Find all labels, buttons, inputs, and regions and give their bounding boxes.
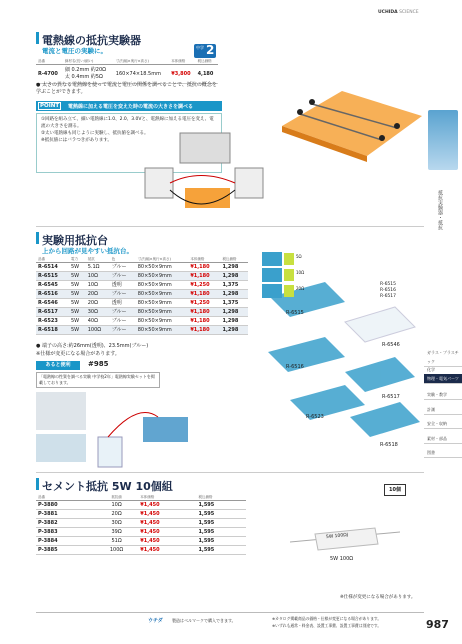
product-table-1: 品番 線材名(長い/細い) 寸法(幅×奥行×高さ) 本体価格 税込価格 R-4700 細 0.2mm 約20Ω 太 0.4mm 約5Ω 160×74×18.5mm ¥3,800 4,180 <box>36 58 218 84</box>
divider <box>36 226 424 227</box>
table-row: R-6514 5W 5.1Ω ブルー 80×50×9mm ¥1,180 1,298 <box>36 263 248 272</box>
side-tab-big <box>428 110 458 170</box>
divider <box>36 472 424 473</box>
section-bar <box>36 32 39 44</box>
brand: UCHIDA <box>378 10 398 15</box>
section-bar <box>36 478 39 490</box>
footer-note: ※いずれも通常・料金表、設置工事費、設置工事費は別途です。 <box>272 623 382 628</box>
photo-label: R-6518 <box>380 442 398 448</box>
side-nav-item[interactable]: 実験・教学 <box>424 390 462 400</box>
table-row: P-3884 51Ω ¥1,450 1,595 <box>36 537 246 546</box>
legend-box: 10Ω <box>296 270 305 275</box>
resistor-caption: 5W 100Ω <box>330 556 354 562</box>
photo-label: R-6517 <box>382 394 400 400</box>
product-photo-experiment <box>140 128 270 218</box>
footer-divider <box>36 612 424 613</box>
section-subtitle: 電流と電圧の実験に。 <box>42 47 107 55</box>
side-nav-item[interactable]: 化学 <box>424 365 462 375</box>
table-row: P-3880 10Ω ¥1,450 1,595 <box>36 501 246 510</box>
brand-header <box>378 10 419 15</box>
table-row: P-3881 20Ω ¥1,450 1,595 <box>36 510 246 519</box>
product-photo-small-1 <box>36 392 86 430</box>
photo-label: R-6516 <box>286 364 304 370</box>
section1-desc: ● 太さの異なる電熱線を使って電流と電圧の関係を調べることで、抵抗の概念を学ぶことができます。 <box>36 82 217 95</box>
resistor-board-photos <box>250 252 420 452</box>
table-row: P-3885 100Ω ¥1,450 1,595 <box>36 546 246 555</box>
table-row: R-4700 細 0.2mm 約20Ω 太 0.4mm 約5Ω 160×74×18.5mm ¥3,800 4,180 <box>36 65 218 84</box>
also-desc: 「電熱線の性質を調べる実験 中学校2年」電熱線実験セットを掲載しております。 <box>36 372 160 388</box>
section-title: セメント抵抗 5W 10個組 <box>42 480 173 493</box>
section-title: 電熱線の抵抗実験器 <box>42 34 141 47</box>
table-row: R-6523 5W 40Ω ブルー 80×50×9mm ¥1,180 1,298 <box>36 317 248 326</box>
side-nav-item[interactable]: 安全・収納 <box>424 419 462 429</box>
section-title: 実験用抵抗台 <box>42 234 108 247</box>
also-code[interactable]: #985 <box>88 360 109 368</box>
table-row: R-6517 5W 30Ω ブルー 80×50×9mm ¥1,180 1,298 <box>36 308 248 317</box>
table-row: P-3883 39Ω ¥1,450 1,595 <box>36 528 246 537</box>
section2-note: ※仕様が変更になる場合があります。 <box>36 351 120 357</box>
table-row: P-3882 30Ω ¥1,450 1,595 <box>36 519 246 528</box>
product-photo-resistance-board <box>272 56 422 166</box>
series: SCIENCE <box>399 10 419 15</box>
product-table-3: 品番 抵抗値 本体価格 税込価格 P-3880 10Ω ¥1,450 1,595 P-3881 20Ω ¥1,450 1,595 P-3882 30Ω ¥1,450 1,595 P-3883 39Ω ¥1,450 1,595 P-3884 51Ω ¥1,450 1,595 P-3885 100Ω ¥1,450 1,595 <box>36 494 246 555</box>
product-photo-small-2 <box>36 434 86 462</box>
legend-box: 5Ω <box>296 254 302 259</box>
product-photo-experiment-2 <box>88 392 198 472</box>
grade-badge: 中学 2 <box>196 43 215 57</box>
table-row: R-6545 5W 10Ω 透明 80×50×9mm ¥1,250 1,375 <box>36 281 248 290</box>
side-nav-item[interactable]: ガラス・プラスチック <box>424 348 462 367</box>
legend-codes: R-6515 R-6516 R-6517 <box>380 282 397 299</box>
section2-note: ● 端子の高さ:約26mm(透明)、23.5mm(ブルー) <box>36 343 149 349</box>
photo-label: R-6523 <box>306 414 324 420</box>
side-nav-item[interactable]: 図書 <box>424 448 462 458</box>
photo-label: R-6515 <box>286 310 304 316</box>
legend-box: 20Ω <box>296 286 305 291</box>
section3-note: ※仕様が変更になる場合があります。 <box>340 595 416 600</box>
section-subtitle: 上から回路が見やすい抵抗台。 <box>42 247 133 255</box>
side-nav-item-active[interactable]: 物理・電気パーツ <box>424 374 462 384</box>
side-nav-item[interactable]: 素材・部品 <box>424 434 462 444</box>
product-table-2: 品番 電力 抵抗 色 寸法(幅×奥行×高さ) 本体価格 税込価格 R-6514 5W 5.1Ω ブルー 80×50×9mm ¥1,180 1,298 R-6515 5W 10Ω ブルー 80×50×9mm ¥1,180 1,298 R-6545 5W 10Ω 透明 80×50×9mm ¥1,250 1,375 R-6516 5W 20Ω ブルー 80×50×9mm ¥1,180 1,298 R-6546 5W 20Ω 透明 80×50×9mm ¥1,250 1,375 R-6517 5W 30Ω ブルー 80×50×9mm ¥1,180 1,298 R-6523 5W 40Ω ブルー 80×50×9mm ¥1,180 1,298 R-6518 5W 100Ω ブルー 80×50×9mm ¥1,180 1,298 <box>36 256 248 335</box>
photo-label: R-6546 <box>382 342 400 348</box>
side-tab <box>424 100 462 340</box>
also-label: あると便利 <box>36 361 80 370</box>
point-bar: POINT 電熱線に加える電圧を変えた時の電流の大きさを調べる <box>36 101 222 111</box>
side-nav-item[interactable]: 計測 <box>424 405 462 415</box>
footer-logo: ウチダ <box>148 618 163 624</box>
point-box: ①回路を組み立て、細い電熱線に1.0、2.0、3.0Vと、電熱線に加える電圧を変え、電流の大きさを測る。 ②太い電熱線も同じように実験し、抵抗値を調べる。 ※抵抗値にはバラつきがあります。 <box>36 113 222 173</box>
page-number: 987 <box>426 618 449 631</box>
table-row: R-6515 5W 10Ω ブルー 80×50×9mm ¥1,180 1,298 <box>36 272 248 281</box>
table-row: R-6546 5W 20Ω 透明 80×50×9mm ¥1,250 1,375 <box>36 299 248 308</box>
table-row: R-6518 5W 100Ω ブルー 80×50×9mm ¥1,180 1,298 <box>36 326 248 335</box>
footer-logo-note: 製造はベルマークで購入できます。 <box>172 618 236 623</box>
side-tab-vertical: 抵抗実験器・抵抗 <box>437 190 443 230</box>
footer-note: ※カタログ掲載商品の価格・仕様が変更になる場合があります。 <box>272 616 382 621</box>
resistor-print: 5W 100ΩJ <box>325 532 349 541</box>
cement-resistor-photo <box>290 524 400 554</box>
table-row: R-6516 5W 20Ω ブルー 80×50×9mm ¥1,180 1,298 <box>36 290 248 299</box>
section-bar <box>36 232 39 244</box>
set-badge: 10個 <box>384 484 406 496</box>
